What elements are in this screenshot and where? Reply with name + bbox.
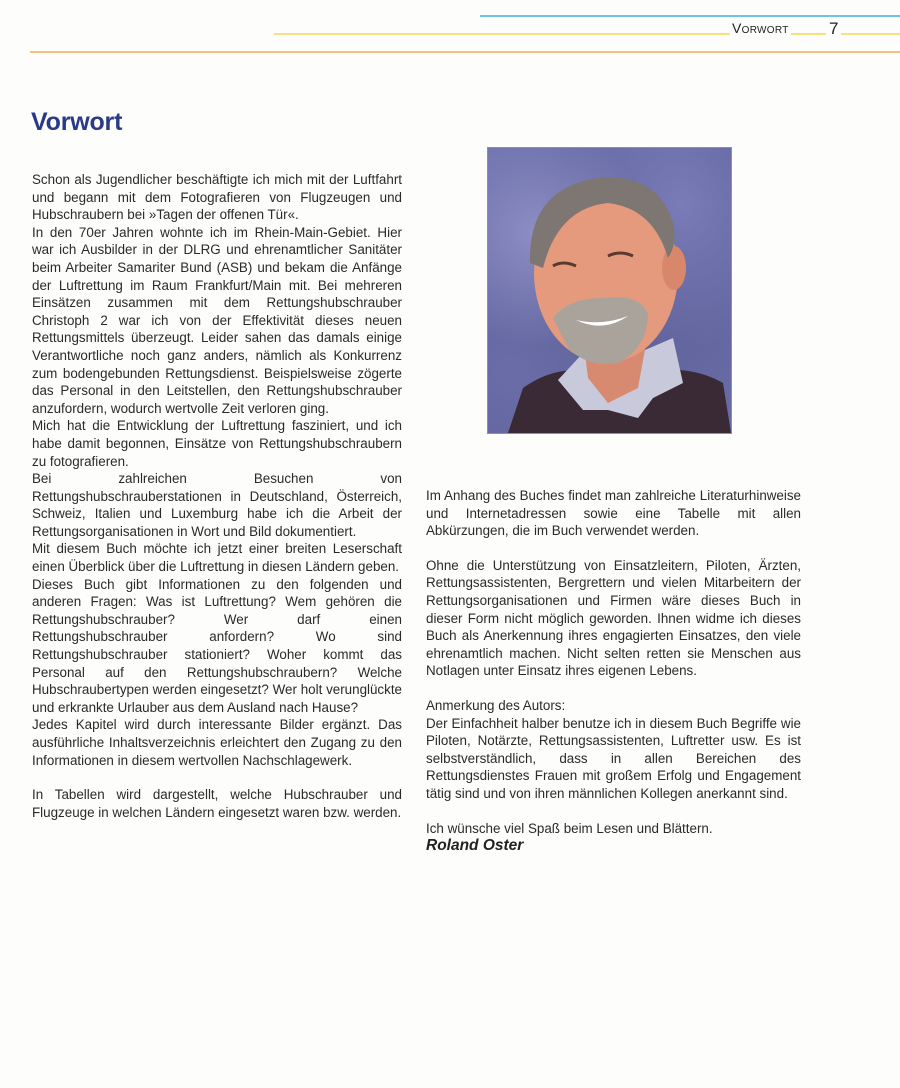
paragraph: Ohne die Unterstützung von Einsatzleitern, Piloten, Ärzten, Rettungsassistenten, Bergrettern und vielen Mitarbeitern der Rettungsorganisationen und Firmen wäre dieses Buch in dieser Form nicht möglich geworden. Ihnen widme ich dieses Buch als Anerkennung ihres engagierten Einsatzes, den viele ehrenamtlich machen. Nicht selten retten sie Menschen aus Notlagen unter Einsatz ihres eigenen Lebens. [426, 557, 801, 679]
running-head: Vorwort [732, 20, 789, 36]
page-number: 7 [826, 19, 841, 39]
header-rule-yellow [274, 33, 900, 35]
author-portrait-image [488, 148, 731, 433]
paragraph-spacer [426, 803, 801, 820]
paragraph: In den 70er Jahren wohnte ich im Rhein-Main-Gebiet. Hier war ich Ausbilder in der DLRG und ehrenamtlicher Sanitäter beim Arbeiter Samariter Bund (ASB) und bekam die Anfänge der Luftrettung im Raum Frankfurt/Main mit. Bei mehreren Einsätzen zusammen mit dem Rettungshubschrauber Christoph 2 war ich von der Effektivität dieses neuen Rettungsmittels überzeugt. Leider sahen das damals einige Verantwortliche noch ganz anders, nämlich als Konkurrenz zum bodengebunden Rettungsdienst. Beispielsweise zögerte das Personal in den Leitstellen, den Rettungshubschrauber anzufordern, wodurch wertvolle Zeit verloren ging. [32, 224, 402, 416]
paragraph-spacer [426, 680, 801, 697]
header-rule-orange [30, 51, 900, 53]
paragraph-spacer [32, 769, 402, 786]
paragraph: Mich hat die Entwicklung der Luftrettung fasziniert, und ich habe damit begonnen, Einsätze von Rettungshubschraubern zu fotografieren. [32, 418, 402, 469]
paragraph-spacer [426, 540, 801, 557]
paragraph: In Tabellen wird dargestellt, welche Hubschrauber und Flugzeuge in welchen Ländern eingesetzt waren bzw. werden. [32, 787, 402, 820]
paragraph: Der Einfachheit halber benutze ich in diesem Buch Begriffe wie Piloten, Notärzte, Rettungsassistenten, Luftretter usw. Es ist selbstverständlich, dass in allen Bereichen des Rettungsdienstes Frauen mit großem Erfolg und Engagement tätig sind und von ihren männlichen Kollegen anerkannt sind. [426, 715, 801, 801]
left-column [32, 171, 402, 821]
paragraph: Bei zahlreichen Besuchen von Rettungshubschrauberstationen in Deutschland, Österreich, Schweiz, Italien und Luxemburg habe ich die Arbeit der Rettungsorganisationen in Wort und Bild dokumentiert. [32, 471, 402, 539]
paragraph: Jedes Kapitel wird durch interessante Bilder ergänzt. Das ausführliche Inhaltsverzeichnis erleichtert den Zugang zu den Informationen in diesem wertvollen Nachschlagewerk. [32, 717, 402, 768]
paragraph: Schon als Jugendlicher beschäftigte ich mich mit der Luftfahrt und begann mit dem Fotografieren von Flugzeugen und Hubschraubern bei »Tagen der offenen Tür«. [32, 172, 402, 223]
page-title: Vorwort [31, 108, 123, 136]
header-rule-blue [480, 15, 900, 17]
paragraph: Im Anhang des Buches findet man zahlreiche Literaturhinweise und Internetadressen sowie eine Tabelle mit allen Abkürzungen, die im Buch verwendet werden. [426, 488, 801, 539]
paragraph: Ich wünsche viel Spaß beim Lesen und Blättern. [426, 820, 713, 836]
author-photo [487, 147, 732, 434]
author-signature: Roland Oster [426, 837, 524, 855]
paragraph: Mit diesem Buch möchte ich jetzt einer breiten Leserschaft einen Überblick über die Luftrettung in diesen Ländern geben. [32, 541, 402, 575]
right-column [426, 487, 801, 855]
paragraph: Dieses Buch gibt Informationen zu den folgenden und anderen Fragen: Was ist Luftrettung? Wem gehören die Rettungshubschrauber? Wer darf einen Rettungshubschrauber anfordern? Wo sind Rettungshubschrauber stationiert? Woher kommt das Personal auf den Rettungshubschraubern? Welche Hubschraubertypen werden eingesetzt? Wer holt verunglückte und erkrankte Urlauber aus dem Ausland nach Hause? [32, 576, 402, 715]
author-note-heading: Anmerkung des Autors: [426, 697, 566, 713]
